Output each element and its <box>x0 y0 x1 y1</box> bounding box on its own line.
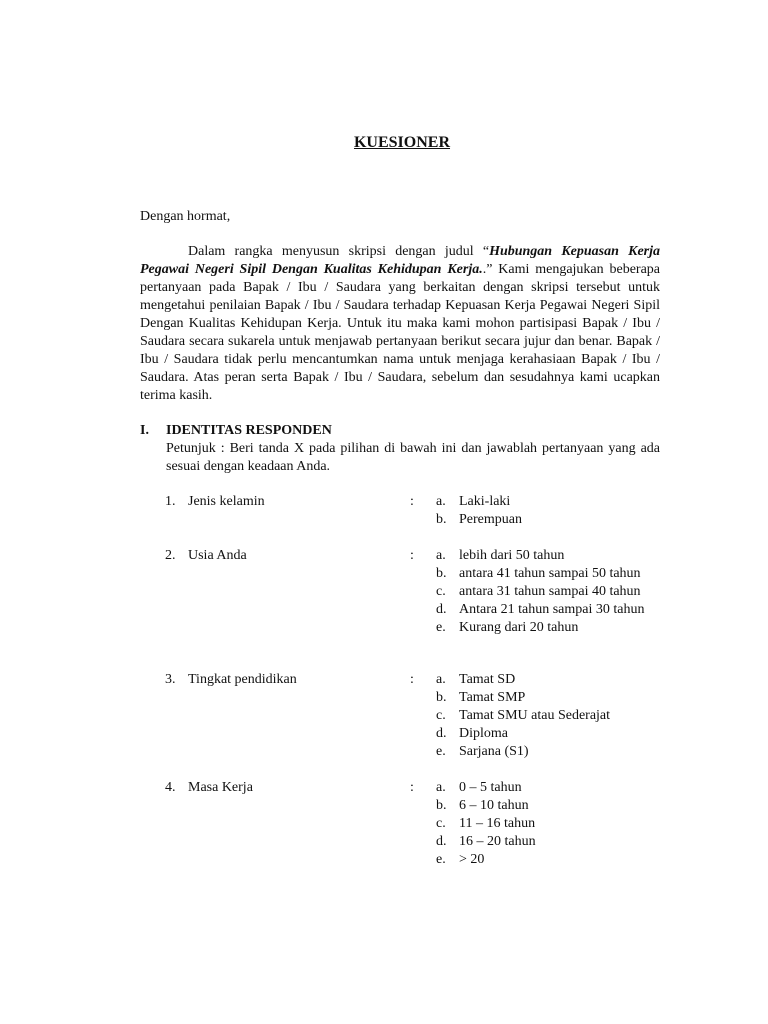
option-letter: a. <box>436 548 446 563</box>
option-letter: d. <box>436 602 447 617</box>
instruction-text: Petunjuk : Beri tanda X pada pilihan di bawah ini dan jawablah pertanyaan yang ada sesuai dengan keadaan Anda. <box>166 441 660 474</box>
option-letter: d. <box>436 834 447 849</box>
option-letter: b. <box>436 512 447 527</box>
option-text: lebih dari 50 tahun <box>459 548 565 563</box>
option-letter: b. <box>436 690 447 705</box>
document-title: KUESIONER <box>353 134 451 151</box>
question-number: 4. <box>165 780 176 795</box>
question-label: Masa Kerja <box>188 780 253 795</box>
question-label: Tingkat pendidikan <box>188 672 297 687</box>
option-letter: c. <box>436 816 446 831</box>
option-text: 16 – 20 tahun <box>459 834 536 849</box>
option-text: Kurang dari 20 tahun <box>459 620 579 635</box>
question-colon: : <box>410 672 414 687</box>
option-text: Laki-laki <box>459 494 511 509</box>
question-label: Jenis kelamin <box>188 494 265 509</box>
option-text: 0 – 5 tahun <box>459 780 522 795</box>
intro-paragraph <box>140 243 660 405</box>
question-colon: : <box>410 780 414 795</box>
option-letter: e. <box>436 620 446 635</box>
option-text: 6 – 10 tahun <box>459 798 529 813</box>
intro-lead: Dalam rangka menyusun skripsi dengan judul “ <box>188 244 490 259</box>
question-number: 2. <box>165 548 176 563</box>
salutation: Dengan hormat, <box>140 209 231 224</box>
option-text: Perempuan <box>459 512 522 527</box>
option-text: Tamat SMU atau Sederajat <box>459 708 611 723</box>
option-letter: b. <box>436 798 447 813</box>
option-letter: b. <box>436 566 447 581</box>
option-letter: a. <box>436 494 446 509</box>
option-letter: a. <box>436 780 446 795</box>
section-title: IDENTITAS RESPONDEN <box>166 423 332 438</box>
question-number: 1. <box>165 494 176 509</box>
option-letter: a. <box>436 672 446 687</box>
option-letter: e. <box>436 744 446 759</box>
option-letter: c. <box>436 584 446 599</box>
option-text: Tamat SD <box>459 672 516 687</box>
option-letter: d. <box>436 726 447 741</box>
option-text: Antara 21 tahun sampai 30 tahun <box>459 602 645 617</box>
option-text: Diploma <box>459 726 508 741</box>
option-text: Sarjana (S1) <box>459 744 529 759</box>
option-text: Tamat SMP <box>459 690 526 705</box>
option-letter: e. <box>436 852 446 867</box>
option-letter: c. <box>436 708 446 723</box>
option-text: antara 31 tahun sampai 40 tahun <box>459 584 641 599</box>
option-text: > 20 <box>459 852 485 867</box>
option-text: 11 – 16 tahun <box>459 816 536 831</box>
question-label: Usia Anda <box>188 548 247 563</box>
intro-body: .” Kami mengajukan beberapa pertanyaan pada Bapak / Ibu / Saudara yang berkaitan dengan skripsi tersebut untuk mengetahui penilaian Bapak / Ibu / Saudara terhadap Kepuasan Kerja Pegawai Negeri Sipil Dengan Kualitas Kehidupan Kerja. Untuk itu maka kami mohon partisipasi Bapak / Ibu / Saudara secara sukarela untuk menjawab pertanyaan berikut secara jujur dan benar. Bapak / Ibu / Saudara tidak perlu mencantumkan nama untuk menjaga kerahasiaan Bapak / Ibu / Saudara. Atas peran serta Bapak / Ibu / Saudara, sebelum dan sesudahnya kami ucapkan terima kasih. <box>140 262 661 403</box>
section-number: I. <box>140 423 149 438</box>
question-colon: : <box>410 494 414 509</box>
option-text: antara 41 tahun sampai 50 tahun <box>459 566 641 581</box>
question-colon: : <box>410 548 414 563</box>
question-number: 3. <box>165 672 176 687</box>
thesis-title: Hubungan Kepuasan Kerja Pegawai Negeri Sipil Dengan Kualitas Kehidupan Kerja. <box>140 244 661 277</box>
